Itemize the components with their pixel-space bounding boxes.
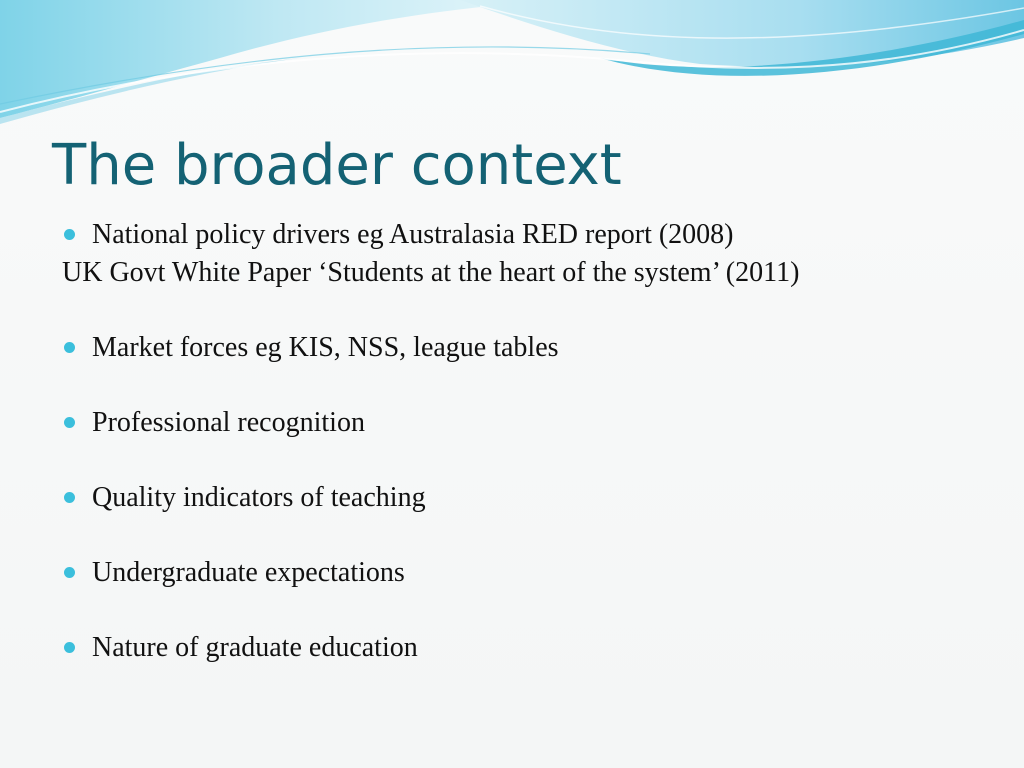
bullet-list — [62, 216, 1002, 667]
bullet-dot-icon — [64, 642, 75, 653]
bullet-dot-icon — [64, 229, 75, 240]
bullet-dot-icon — [64, 567, 75, 578]
bullet-item — [62, 479, 1002, 517]
bullet-text: Market forces eg KIS, NSS, league tables — [92, 332, 559, 363]
bullet-text: National policy drivers eg Australasia RED report (2008) — [92, 219, 734, 250]
bullet-item — [62, 329, 1002, 367]
bullet-dot-icon — [64, 342, 75, 353]
bullet-text: Quality indicators of teaching — [92, 482, 426, 513]
bullet-item — [62, 216, 1002, 254]
decorative-wave-banner — [0, 0, 1024, 130]
bullet-text: Undergraduate expectations — [92, 557, 405, 588]
bullet-item — [62, 629, 1002, 667]
bullet-continuation-text: UK Govt White Paper ‘Students at the heart of the system’ (2011) — [62, 257, 800, 288]
bullet-continuation — [62, 254, 1002, 292]
bullet-dot-icon — [64, 417, 75, 428]
bullet-item — [62, 554, 1002, 592]
bullet-text: Nature of graduate education — [92, 632, 418, 663]
bullet-item — [62, 404, 1002, 442]
bullet-text: Professional recognition — [92, 407, 365, 438]
slide-title: The broader context — [52, 133, 622, 198]
bullet-dot-icon — [64, 492, 75, 503]
